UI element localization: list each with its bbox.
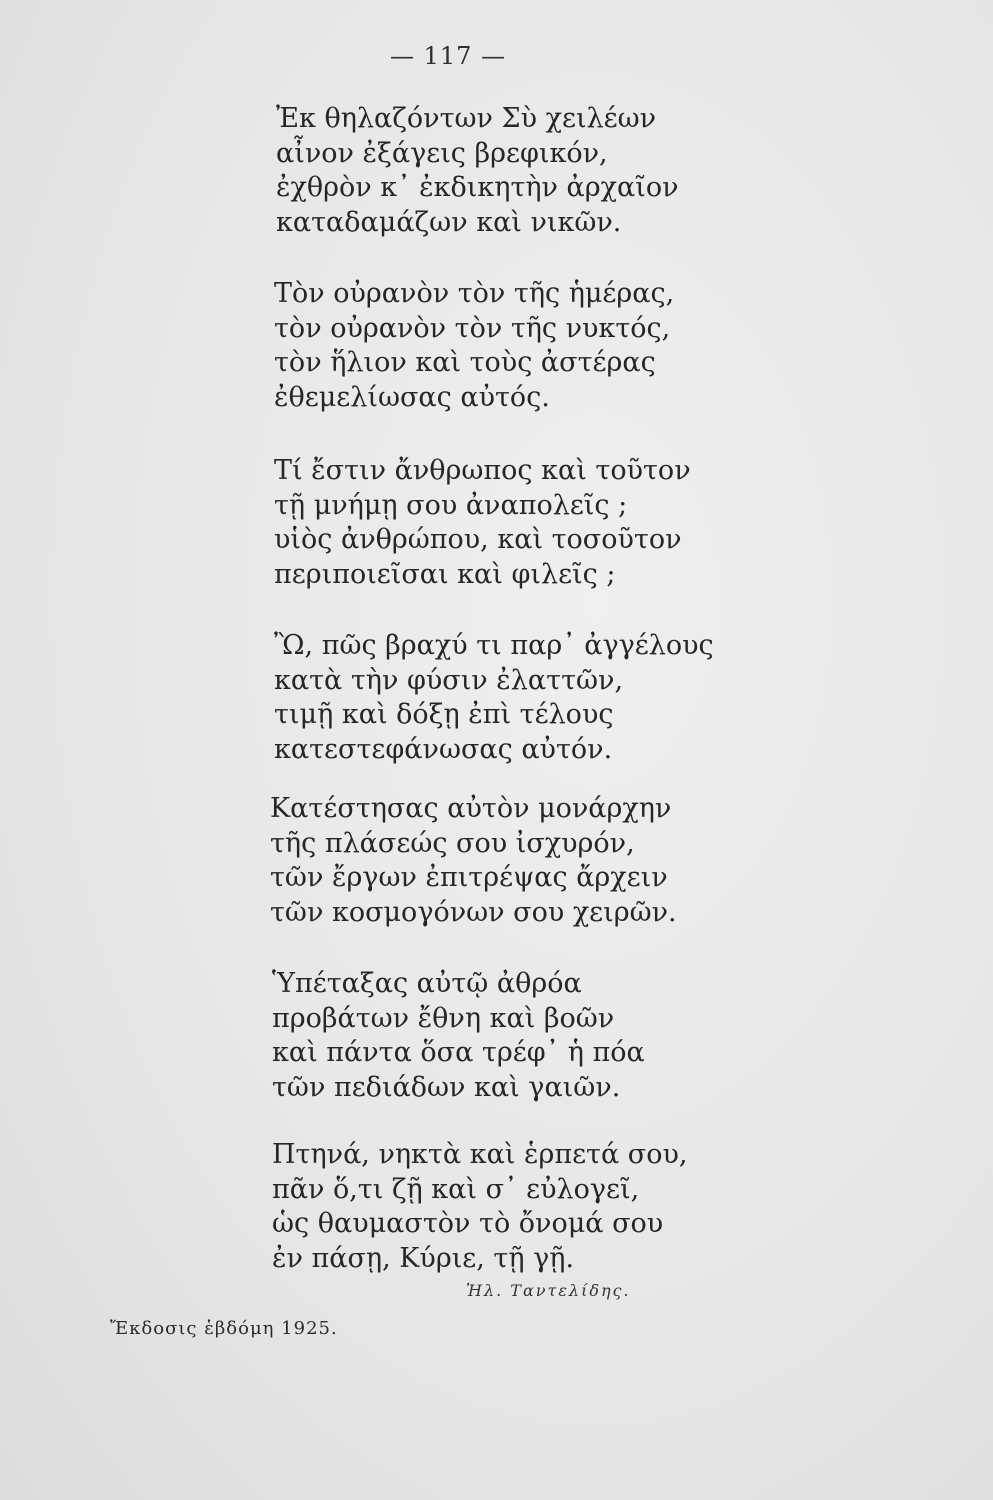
poem-line: τῶν πεδιάδων καὶ γαιῶν. xyxy=(272,1071,621,1103)
poem-line: τῶν ἔργων ἐπιτρέψας ἄρχειν xyxy=(270,862,668,893)
poem-line: Τί ἔστιν ἄνθρωπος καὶ τοῦτον xyxy=(274,455,691,486)
poem-line: τῶν κοσμογόνων σου χειρῶν. xyxy=(270,896,677,928)
poem-line: περιποιεῖσαι καὶ φιλεῖς ; xyxy=(274,558,616,590)
poem-line: κατὰ τὴν φύσιν ἐλαττῶν, xyxy=(274,664,624,696)
poem-line: ὡς θαυμαστὸν τὸ ὄνομά σου xyxy=(272,1208,664,1239)
poem-line: Ὑπέταξας αὐτῷ ἀθρόα xyxy=(272,968,582,999)
poem-line: τιμῇ καὶ δόξῃ ἐπὶ τέλους xyxy=(274,699,614,730)
stanza-3 xyxy=(274,454,691,592)
poem-line: τῆς πλάσεώς σου ἰσχυρόν, xyxy=(270,827,635,859)
poem-line: Κατέστησας αὐτὸν μονάρχην xyxy=(270,793,672,824)
stanza-4 xyxy=(274,629,714,767)
poem-line: ἐθεμελίωσας αὐτός. xyxy=(274,381,550,413)
poem-line: τὸν ἥλιον καὶ τοὺς ἀστέρας xyxy=(274,347,656,378)
poem-line: αἶνον ἐξάγεις βρεφικόν, xyxy=(276,137,608,169)
stanza-6 xyxy=(272,967,645,1105)
poem-line: Πτηνά, νηκτὰ καὶ ἑρπετά σου, xyxy=(272,1139,688,1170)
poem-line: Ὢ, πῶς βραχύ τι παρ᾽ ἀγγέλους xyxy=(274,630,714,661)
poem-line: καὶ πάντα ὅσα τρέφ᾽ ἡ πόα xyxy=(272,1037,645,1068)
poem-line: Ἐκ θηλαζόντων Σὺ χειλέων xyxy=(276,103,657,134)
poem-line: ἐχθρὸν κ᾽ ἐκδικητὴν ἀρχαῖον xyxy=(276,172,679,203)
page-number: — 117 — xyxy=(390,42,507,70)
poem-line: τῇ μνήμῃ σου ἀναπολεῖς ; xyxy=(274,489,628,521)
poem-line: καταδαμάζων καὶ νικῶν. xyxy=(276,206,622,238)
poem-line: κατεστεφάνωσας αὐτόν. xyxy=(274,733,613,765)
poem-line: ἐν πάσῃ, Κύριε, τῇ γῇ. xyxy=(272,1242,575,1274)
poem-line: προβάτων ἔθνη καὶ βοῶν xyxy=(272,1002,615,1034)
poem-line: τὸν οὐρανὸν τὸν τῆς νυκτός, xyxy=(274,312,671,344)
poem-line: πᾶν ὅ,τι ζῇ καὶ σ᾽ εὐλογεῖ, xyxy=(272,1173,640,1205)
stanza-1 xyxy=(276,102,679,240)
stanza-7 xyxy=(272,1138,688,1276)
poem-line: Τὸν οὐρανὸν τὸν τῆς ἡμέρας, xyxy=(274,278,675,309)
edition-note: Ἔκδοσις ἑβδόμη 1925. xyxy=(110,1318,338,1339)
author-signature: Ἠλ. Ταντελίδης. xyxy=(466,1281,631,1300)
stanza-5 xyxy=(270,792,677,930)
poem-line: υἱὸς ἀνθρώπου, καὶ τοσοῦτον xyxy=(274,524,682,555)
stanza-2 xyxy=(274,277,674,415)
